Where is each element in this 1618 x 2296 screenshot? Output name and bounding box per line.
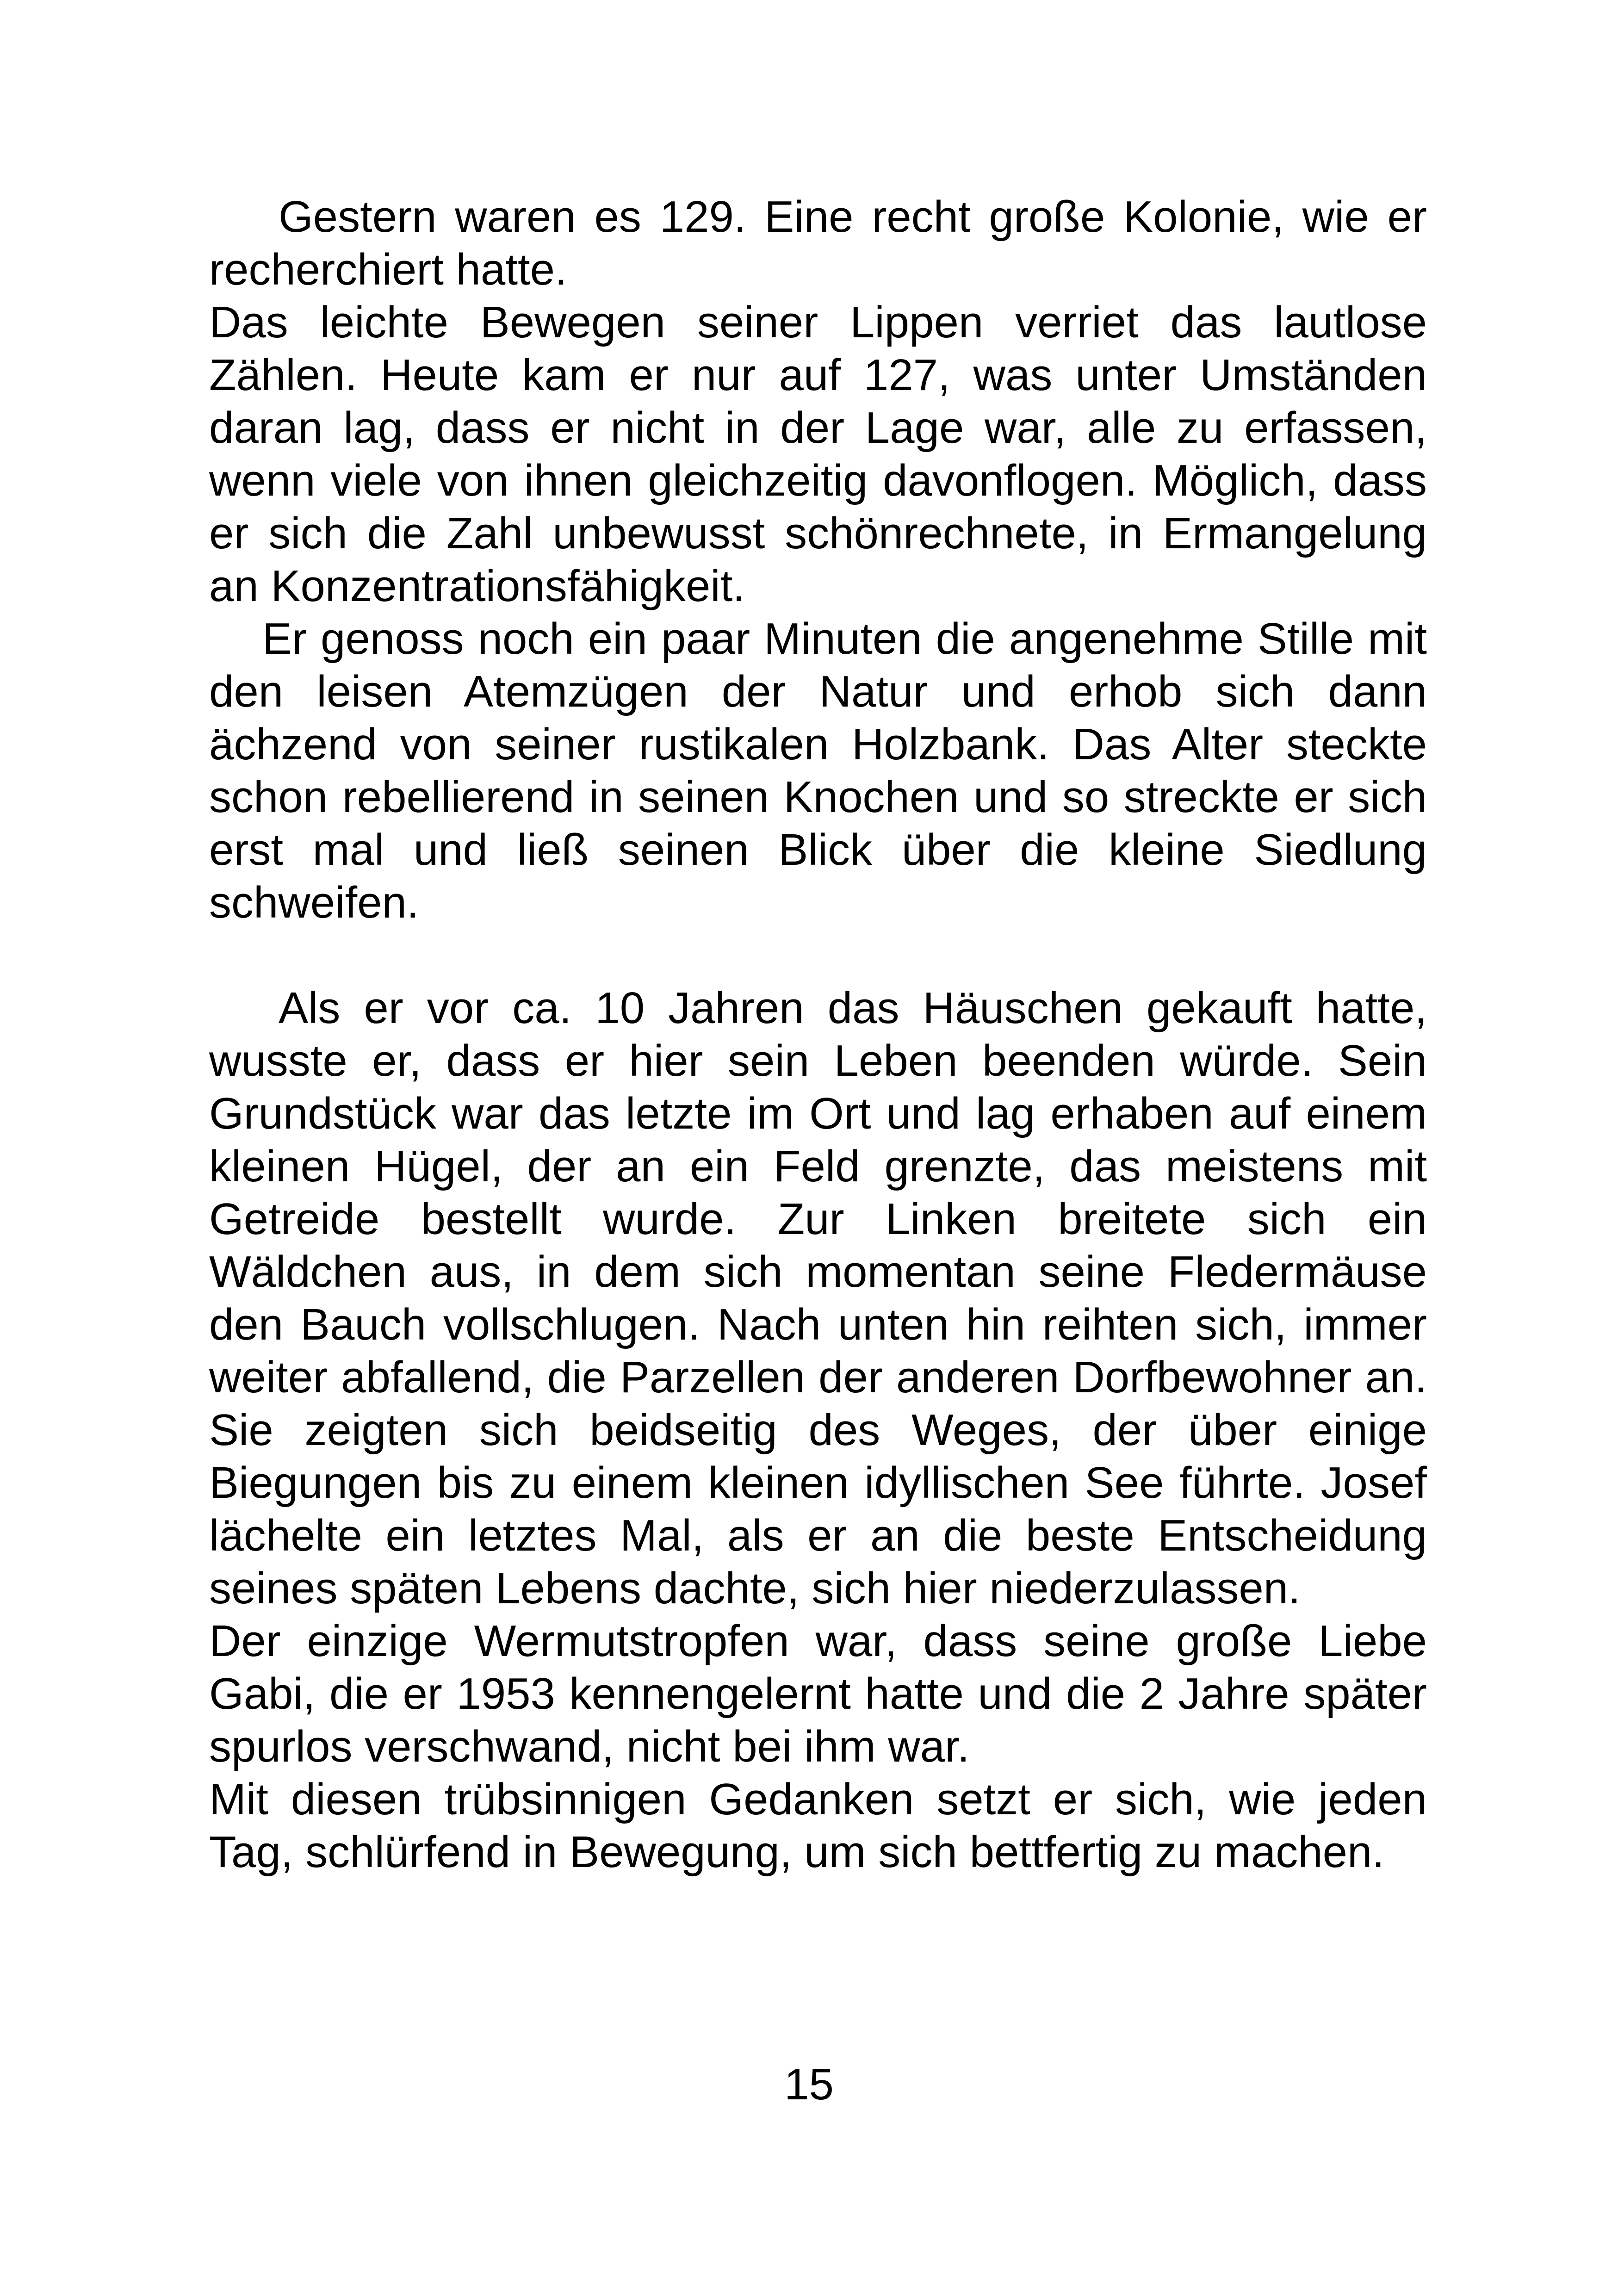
paragraph: Das leichte Bewegen seiner Lippen verriet das lautlose Zählen. Heute kam er nur auf 127, was unter Umständen daran lag, dass er nicht in der Lage war, alle zu erfassen, wenn viele von ihnen gleichzeitig davonflogen. Möglich, dass er sich die Zahl unbewusst schönrechnete, in Ermangelung an Konzentrationsfähigkeit.	[209, 298, 1427, 611]
paragraph: Mit diesen trübsinnigen Gedanken setzt er sich, wie jeden Tag, schlürfend in Bewegung, um sich bettfertig zu machen.	[209, 1775, 1427, 1877]
paragraph: Gestern waren es 129. Eine recht große Kolonie, wie er recherchiert hatte.	[209, 192, 1427, 294]
page-number: 15	[784, 2060, 834, 2109]
paragraph: Der einzige Wermutstropfen war, dass seine große Liebe Gabi, die er 1953 kennengelernt hatte und die 2 Jahre später spurlos verschwand, nicht bei ihm war.	[209, 1616, 1427, 1771]
paragraph: Er genoss noch ein paar Minuten die angenehme Stille mit den leisen Atemzügen der Natur und erhob sich dann ächzend von seiner rustikalen Holzbank. Das Alter steckte schon rebellierend in seinen Knochen und so streckte er sich erst mal und ließ seinen Blick über die kleine Siedlung schweifen.	[209, 614, 1427, 927]
paragraph: Als er vor ca. 10 Jahren das Häuschen gekauft hatte, wusste er, dass er hier sein Leben beenden würde. Sein Grundstück war das letzte im Ort und lag erhaben auf einem kleinen Hügel, der an ein Feld grenzte, das meistens mit Getreide bestellt wurde. Zur Linken breitete sich ein Wäldchen aus, in dem sich momentan seine Fledermäuse den Bauch vollschlugen. Nach unten hin reihten sich, immer weiter abfallend, die Parzellen der anderen Dorfbewohner an. Sie zeigten sich beidseitig des Weges, der über einige Biegungen bis zu einem kleinen idyllischen See führte. Josef lächelte ein letztes Mal, als er an die beste Entscheidung seines späten Lebens dachte, sich hier niederzulassen.	[209, 983, 1427, 1613]
body-text	[209, 191, 1427, 1879]
paragraph-gap	[209, 929, 1427, 982]
